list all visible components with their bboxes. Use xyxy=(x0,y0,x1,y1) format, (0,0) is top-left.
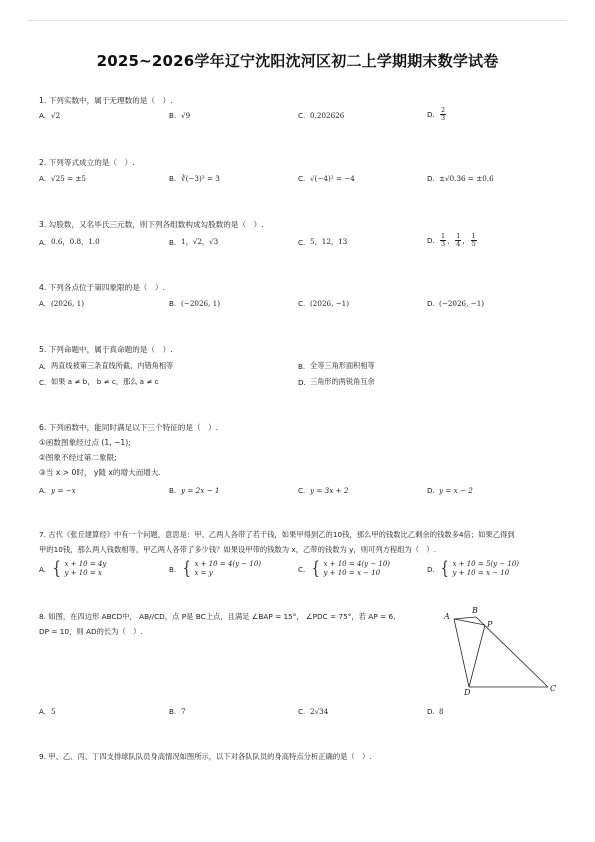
segment-dp xyxy=(469,625,485,687)
question-3-stem: 3. 勾股数，又名毕氏三元数，则下列各组数构成勾股数的是（ ）. xyxy=(39,220,264,229)
q5-option-b[interactable]: B. 全等三角形面积相等 xyxy=(298,361,375,371)
question-4-stem: 4. 下列各点位于第四象限的是（ ）. xyxy=(39,283,165,292)
q7-option-a[interactable]: A. { x + 10 = 4y y + 10 = x xyxy=(39,558,107,579)
label-p: P xyxy=(487,620,493,629)
q4-option-b[interactable]: B. (−2026, 1) xyxy=(169,299,221,308)
segment-ab xyxy=(454,617,476,619)
q2-option-c[interactable]: C. √(−4)² = −4 xyxy=(298,174,355,183)
q6-option-c[interactable]: C. y = 3x + 2 xyxy=(298,486,349,495)
fraction: $\frac{2}{3}$ xyxy=(441,106,446,122)
q5-option-a[interactable]: A. 两直线被第三条直线所截，内错角相等 xyxy=(39,361,174,371)
q5-option-d[interactable]: D. 三角形的两锐角互余 xyxy=(298,377,375,387)
q6-option-d[interactable]: D. y = x − 2 xyxy=(427,486,473,495)
q3-option-a[interactable]: A. 0.6，0.8，1.0 xyxy=(39,237,100,247)
question-7-stem-line-2: 甲的10钱，那么两人钱数相等，甲乙两人各带了多少钱？如果设甲带的钱数为 x，乙带的钱数为 y，则可列方程组为（ ）. xyxy=(39,545,437,554)
equation-system: { x + 10 = 4(y − 10) x = y xyxy=(182,558,262,579)
fraction: $\frac{1}{3}$ xyxy=(441,232,446,248)
q6-condition-1: ①函数图象经过点 (1, −1); xyxy=(39,438,131,447)
segment-da xyxy=(454,619,469,687)
quadrilateral-figure xyxy=(440,605,565,695)
q6-condition-2: ②图象不经过第二象限; xyxy=(39,453,117,462)
q2-option-b[interactable]: B. ∛(−3)³ = 3 xyxy=(169,174,220,183)
q5-option-c[interactable]: C. 如果 a ≠ b， b ≠ c，那么 a ≠ c xyxy=(39,377,159,387)
q8-option-c[interactable]: C. 2√34 xyxy=(298,707,329,716)
question-8-stem-line-1: 8. 如图，在四边形 ABCD中， AB//CD，点 P是 BC上点，且满足 ∠BAP = 15°， ∠PDC = 75°，若 AP = 6, xyxy=(39,612,396,621)
question-2-stem: 2. 下列等式成立的是（ ）. xyxy=(39,158,135,167)
q6-condition-3: ③当 x > 0时， y随 x的增大而增大. xyxy=(39,468,161,477)
question-8-stem-line-2: DP = 10，则 AD的长为（ ）. xyxy=(39,627,143,636)
fraction: $\frac{1}{5}$ xyxy=(471,232,476,248)
q4-option-c[interactable]: C. (2026, −1) xyxy=(298,299,350,308)
label-a: A xyxy=(444,612,450,621)
question-7-stem-line-1: 7. 古代《张丘建算经》中有一个问题，意思是：甲、乙两人各带了若干钱，如果甲得到乙的10钱，那么甲的钱数比乙剩余的钱数多4倍；如果乙得到 xyxy=(39,530,515,539)
label-d: D xyxy=(464,688,471,695)
q8-option-d[interactable]: D. 8 xyxy=(427,707,444,716)
q3-option-d[interactable]: D. $\frac{1}{3}$ ， $\frac{1}{4}$ ， $\frac{1}{5}$ xyxy=(427,232,476,248)
q7-option-c[interactable]: C. { x + 10 = 4(y − 10) y + 10 = x − 10 xyxy=(298,558,391,579)
equation-system: { x + 10 = 5(y − 10) y + 10 = x − 10 xyxy=(440,558,520,579)
q2-option-a[interactable]: A. √25 = ±5 xyxy=(39,174,86,183)
q4-option-a[interactable]: A. (2026, 1) xyxy=(39,299,85,308)
q1-option-b[interactable]: B. √9 xyxy=(169,111,191,120)
header-rule xyxy=(28,20,567,21)
q6-option-a[interactable]: A. y = −x xyxy=(39,486,76,495)
segment-ap xyxy=(454,619,485,625)
q2-option-d[interactable]: D. ±√0.36 = ±0.6 xyxy=(427,174,494,183)
question-1-stem: 1. 下列实数中，属于无理数的是（ ）. xyxy=(39,96,173,105)
q3-option-c[interactable]: C. 5，12，13 xyxy=(298,237,348,247)
label-b: B xyxy=(472,606,478,615)
fraction: $\frac{1}{4}$ xyxy=(456,232,461,248)
label-c: C xyxy=(550,684,557,693)
page-title: 2025~2026学年辽宁沈阳沈河区初二上学期期末数学试卷 xyxy=(96,52,499,70)
equation-system: { x + 10 = 4y y + 10 = x xyxy=(52,558,107,579)
q1-option-d[interactable]: D. $\frac{2}{3}$ xyxy=(427,106,446,122)
question-6-stem: 6. 下列函数中，能同时满足以下三个特征的是（ ）. xyxy=(39,423,219,432)
q3-option-b[interactable]: B. 1，√2，√3 xyxy=(169,237,219,247)
q7-option-d[interactable]: D. { x + 10 = 5(y − 10) y + 10 = x − 10 xyxy=(427,558,520,579)
q8-option-b[interactable]: B. 7 xyxy=(169,707,186,716)
q6-option-b[interactable]: B. y = 2x − 1 xyxy=(169,486,220,495)
q1-option-c[interactable]: C. 0.202626 xyxy=(298,111,345,120)
question-9-stem: 9. 甲、乙、丙、丁四支排球队队员身高情况如图所示，以下对各队队员的身高特点分析正确的是（ ）. xyxy=(39,752,372,761)
q8-option-a[interactable]: A. 5 xyxy=(39,707,56,716)
q7-option-b[interactable]: B. { x + 10 = 4(y − 10) x = y xyxy=(169,558,262,579)
q4-option-d[interactable]: D. (−2026, −1) xyxy=(427,299,485,308)
q1-option-a[interactable]: A. √2 xyxy=(39,111,61,120)
question-5-stem: 5. 下列命题中，属于真命题的是（ ）. xyxy=(39,345,173,354)
equation-system: { x + 10 = 4(y − 10) y + 10 = x − 10 xyxy=(311,558,391,579)
